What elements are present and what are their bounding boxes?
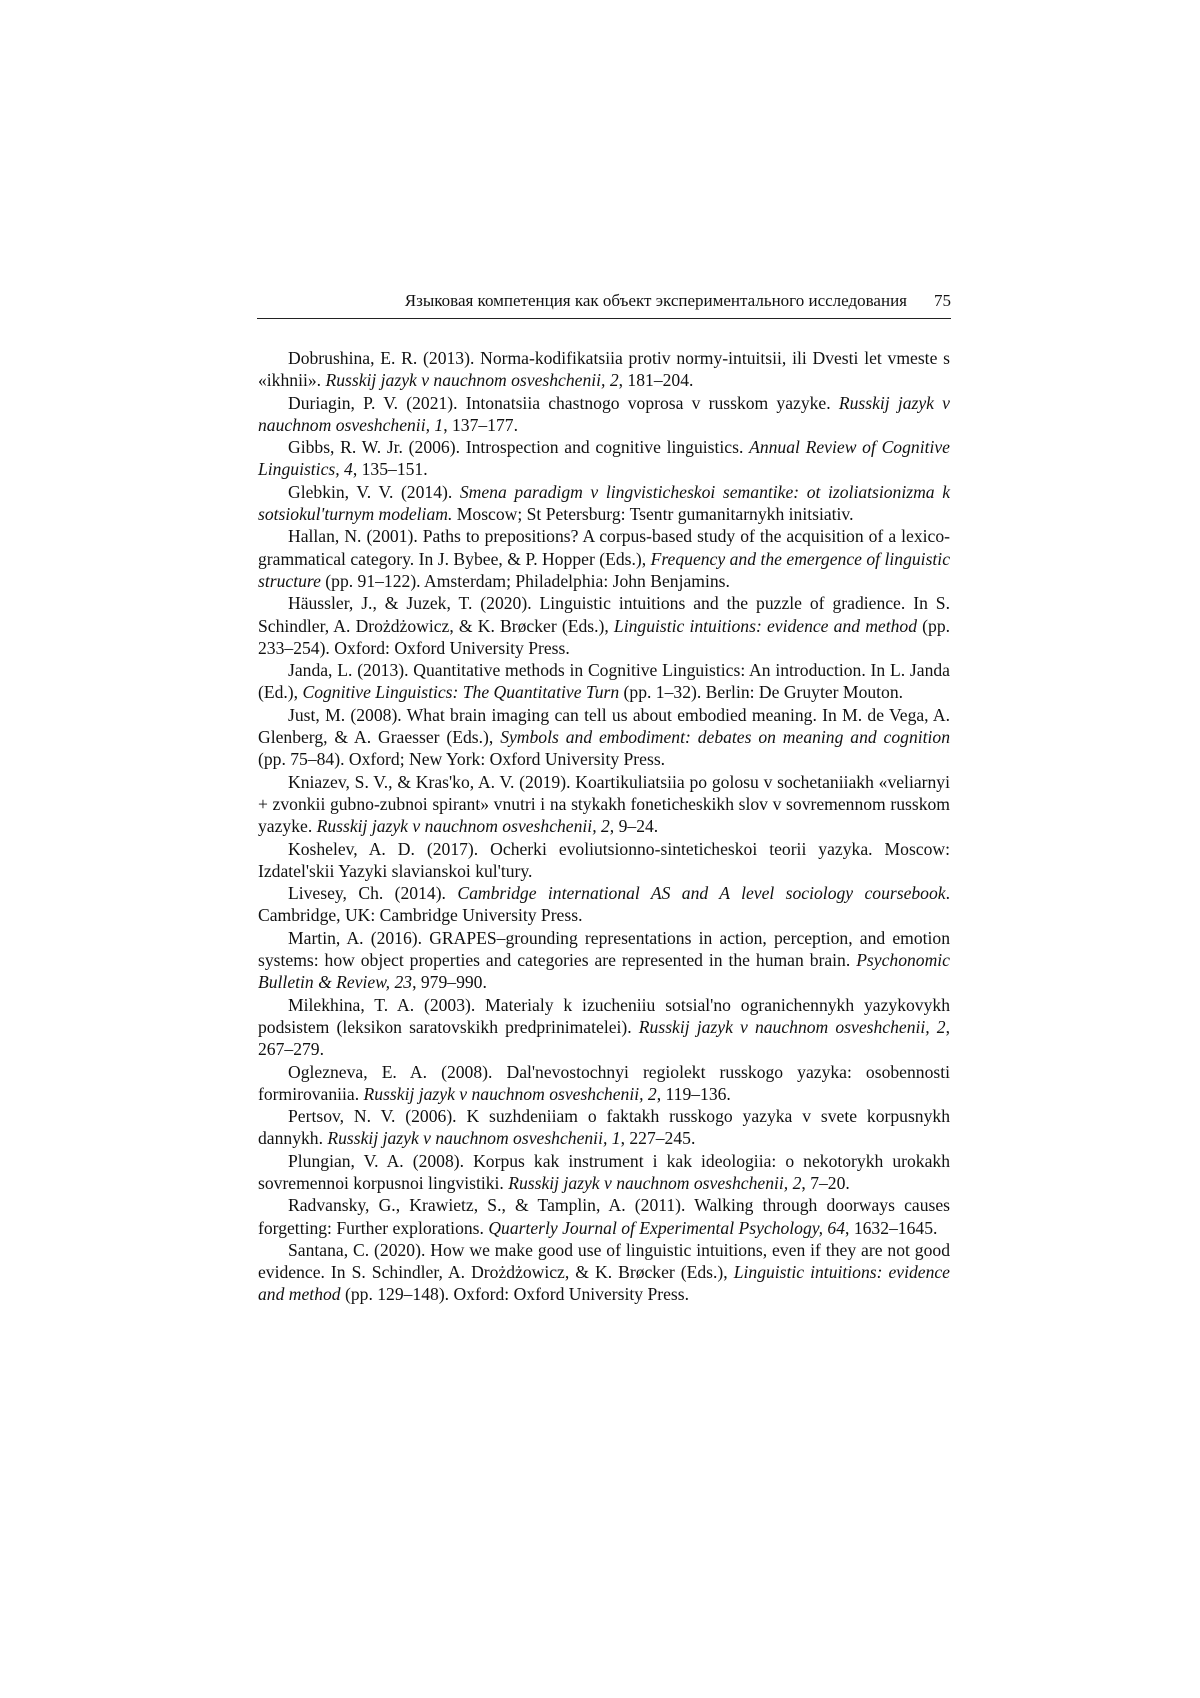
reference-text: Martin, A. (2016). GRAPES–grounding representations in action, perception, and emotion systems: how object properties and categories are represented in the human brain.	[258, 927, 950, 971]
reference-source-title: Annual Review of Cognitive Linguistics, 4	[258, 437, 950, 480]
reference-entry	[258, 659, 950, 704]
page-number: 75	[934, 291, 951, 310]
reference-source-title: Russkij jazyk v nauchnom osveshchenii, 2	[508, 1172, 802, 1193]
reference-source-title: Russkij jazyk v nauchnom osveshchenii, 1	[327, 1128, 621, 1149]
reference-entry	[258, 392, 950, 437]
reference-text: . Cambridge, UK: Cambridge University Press.	[258, 883, 950, 926]
reference-entry	[258, 994, 950, 1061]
reference-text: , 7–20.	[801, 1172, 850, 1193]
reference-entry	[258, 1239, 950, 1306]
reference-source-title: Russkij jazyk v nauchnom osveshchenii, 2	[363, 1083, 657, 1104]
reference-source-title: Quarterly Journal of Experimental Psychology, 64	[488, 1217, 846, 1238]
running-header	[257, 288, 951, 319]
reference-source-title: Linguistic intuitions: evidence and method	[613, 615, 917, 636]
reference-text: , 181–204.	[618, 370, 694, 391]
reference-entry	[258, 927, 950, 994]
reference-source-title: Russkij jazyk v nauchnom osveshchenii, 1	[258, 392, 950, 435]
reference-text: , 227–245.	[620, 1128, 696, 1149]
reference-text: Häussler, J., & Juzek, T. (2020). Linguistic intuitions and the puzzle of gradience. In S. Schindler, A. Drożdżowicz, & K. Brøcker (Eds.),	[258, 593, 950, 636]
reference-entry	[258, 347, 950, 392]
reference-text: , 137–177.	[443, 414, 518, 435]
reference-text: (pp. 91–122). Amsterdam; Philadelphia: John Benjamins.	[320, 570, 730, 591]
reference-text: Milekhina, T. A. (2003). Materialy k izucheniiu sotsial'no ogranichennykh yazykovykh podsistem (leksikon saratovskikh predprinimatelei).	[258, 994, 950, 1037]
reference-text: , 267–279.	[258, 1016, 950, 1060]
reference-text: , 9–24.	[609, 816, 659, 837]
reference-source-title: Russkij jazyk v nauchnom osveshchenii, 2	[325, 370, 619, 391]
reference-entry	[258, 838, 950, 883]
reference-text: Glebkin, V. V. (2014).	[288, 481, 460, 502]
reference-source-title: Frequency and the emergence of linguistic structure	[258, 548, 951, 591]
reference-text: Hallan, N. (2001). Paths to prepositions? A corpus-based study of the acquisition of a lexico-grammatical category. In J. Bybee, & P. Hopper (Eds.),	[258, 526, 950, 569]
reference-entry	[258, 592, 950, 659]
running-header-title: Языковая компетенция как объект экспериментального исследования	[404, 291, 907, 310]
reference-text: , 119–136.	[656, 1083, 731, 1104]
reference-text: Santana, C. (2020). How we make good use of linguistic intuitions, even if they are not good evidence. In S. Schindler, A. Drożdżowicz, & K. Brøcker (Eds.),	[258, 1239, 950, 1283]
reference-source-title: Linguistic intuitions: evidence and method	[258, 1262, 950, 1305]
reference-source-title: Psychonomic Bulletin & Review, 23	[258, 950, 950, 993]
reference-text: Dobrushina, E. R. (2013). Norma-kodifikatsiia protiv normy-intuitsii, ili Dvesti let vmeste s «ikhnii».	[258, 348, 950, 391]
reference-text: Radvansky, G., Krawietz, S., & Tamplin, A. (2011). Walking through doorways causes forgetting: Further explorations.	[258, 1195, 950, 1238]
reference-source-title: Smena paradigm v lingvisticheskoi semantike: ot izoliatsionizma k sotsiokul'turnym modeliam.	[258, 481, 951, 525]
reference-source-title: Cognitive Linguistics: The Quantitative Turn	[302, 682, 620, 703]
reference-text: Moscow; St Petersburg: Tsentr gumanitarnykh initsiativ.	[452, 504, 854, 525]
reference-text: Plungian, V. A. (2008). Korpus kak instrument i kak ideologiia: o nekotorykh urokakh sovremennoi korpusnoi lingvistiki.	[258, 1150, 950, 1193]
reference-entry	[258, 436, 950, 481]
reference-source-title: Russkij jazyk v nauchnom osveshchenii, 2	[316, 816, 610, 837]
reference-text: (pp. 1–32). Berlin: De Gruyter Mouton.	[619, 682, 904, 703]
reference-source-title: Russkij jazyk v nauchnom osveshchenii, 2	[638, 1016, 946, 1037]
reference-entry	[258, 882, 950, 927]
reference-entry	[258, 1150, 950, 1195]
reference-entry	[258, 525, 950, 592]
reference-text: (pp. 233–254). Oxford: Oxford University Press.	[258, 615, 951, 658]
reference-source-title: Symbols and embodiment: debates on meaning and cognition	[500, 727, 950, 748]
reference-text: Oglezneva, E. A. (2008). Dal'nevostochnyi regiolekt russkogo yazyka: osobennosti formirovaniia.	[258, 1061, 950, 1104]
reference-text: Livesey, Ch. (2014).	[288, 883, 458, 904]
reference-text: Gibbs, R. W. Jr. (2006). Introspection and cognitive linguistics.	[288, 437, 750, 458]
reference-entry	[258, 771, 950, 838]
reference-text: Just, M. (2008). What brain imaging can tell us about embodied meaning. In M. de Vega, A. Glenberg, & A. Graesser (Eds.),	[258, 704, 950, 748]
reference-entry	[258, 704, 950, 771]
reference-text: , 979–990.	[412, 972, 487, 993]
reference-text: Koshelev, A. D. (2017). Ocherki evoliutsionno-sinteticheskoi teorii yazyka. Moscow: Izdatel'skii Yazyki slavianskoi kul'tury.	[258, 838, 950, 881]
reference-text: , 135–151.	[352, 459, 428, 480]
reference-source-title: Cambridge international AS and A level sociology coursebook	[457, 883, 946, 904]
reference-text: , 1632–1645.	[845, 1217, 938, 1238]
reference-text: (pp. 129–148). Oxford: Oxford University Press.	[340, 1284, 690, 1305]
reference-entry	[258, 1194, 950, 1239]
reference-text: Duriagin, P. V. (2021). Intonatsiia chastnogo voprosa v russkom yazyke.	[288, 392, 839, 413]
reference-text: Janda, L. (2013). Quantitative methods in Cognitive Linguistics: An introduction. In L. Janda (Ed.),	[258, 660, 950, 703]
reference-text: Kniazev, S. V., & Kras'ko, A. V. (2019). Koartikuliatsiia po golosu v sochetaniiakh «veliarnyi + zvonkii gubno-zubnoi spirant» vnutri i na stykakh foneticheskikh slov v sovremennom russkom yazyke.	[258, 771, 950, 837]
reference-text: Pertsov, N. V. (2006). K suzhdeniiam o faktakh russkogo yazyka v svete korpusnykh dannykh.	[258, 1106, 950, 1149]
reference-entry	[258, 1105, 950, 1150]
reference-entry	[258, 1061, 950, 1106]
reference-text: (pp. 75–84). Oxford; New York: Oxford University Press.	[258, 749, 666, 770]
reference-entry	[258, 481, 950, 526]
reference-list	[258, 347, 950, 1306]
